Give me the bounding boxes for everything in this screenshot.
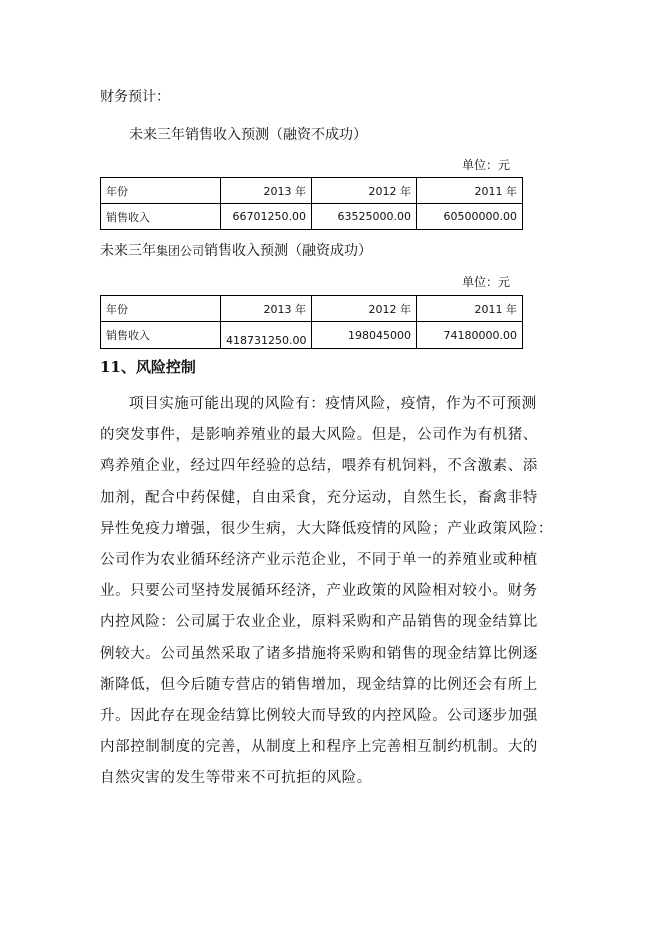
table-cell: 2011 年 [417, 296, 523, 322]
paragraph-line: 项目实施可能出现的风险有：疫情风险，疫情，作为不可预测 [129, 396, 537, 412]
risk-paragraph [100, 389, 560, 794]
paragraph-line: 业。只要公司坚持发展循环经济，产业政策的风险相对较小。财务 [100, 583, 538, 600]
paragraph-line: 例较大。公司虽然采取了诸多措施将采购和销售的现金结算比例逐 [100, 645, 538, 662]
table-cell: 2013 年 [221, 296, 312, 322]
table-row [101, 204, 523, 230]
paragraph-line: 渐降低，但今后随专营店的销售增加，现金结算的比例还会有所上 [100, 676, 538, 693]
table-cell: 销售收入 [101, 322, 221, 349]
table-cell: 60500000.00 [417, 204, 523, 230]
table-cell: 2011 年 [417, 178, 523, 204]
table-row [101, 322, 523, 349]
risk-control-heading: 11、风险控制 [100, 358, 196, 376]
table-cell: 年份 [101, 178, 221, 204]
table2-title-part3: 销售收入预测（融资成功） [204, 243, 373, 259]
table-cell: 销售收入 [101, 204, 221, 230]
paragraph-line: 升。因此存在现金结算比例较大而导致的内控风险。公司逐步加强 [100, 707, 538, 724]
table1-sales-forecast [100, 177, 523, 230]
paragraph-line: 内控风险：公司属于农业企业，原料采购和产品销售的现金结算比 [100, 614, 538, 631]
paragraph-line: 内部控制制度的完善，从制度上和程序上完善相互制约机制。大的 [100, 739, 538, 756]
paragraph-line: 异性免疫力增强，很少生病，大大降低疫情的风险；产业政策风险： [100, 520, 553, 537]
table-cell: 198045000 [312, 322, 417, 349]
table2-unit: 单位：元 [462, 275, 511, 289]
table-cell: 66701250.00 [221, 204, 312, 230]
table-cell: 418731250.00 [221, 322, 312, 349]
paragraph-line: 自然灾害的发生等带来不可抗拒的风险。 [100, 770, 372, 787]
section-label: 财务预计： [100, 89, 170, 105]
table-cell: 2013 年 [221, 178, 312, 204]
table-cell: 2012 年 [312, 178, 417, 204]
table-cell: 2012 年 [312, 296, 417, 322]
paragraph-line: 鸡养殖企业，经过四年经验的总结，喂养有机饲料，不含激素、添 [100, 458, 538, 475]
table-row-header [101, 178, 523, 204]
table-cell: 年份 [101, 296, 221, 322]
table2-title [100, 240, 372, 260]
table1-title: 未来三年销售收入预测（融资不成功） [129, 127, 367, 143]
paragraph-line: 加剂，配合中药保健，自由采食，充分运动，自然生长，畜禽非特 [100, 489, 538, 506]
table1-unit: 单位：元 [462, 158, 511, 172]
paragraph-line: 公司作为农业循环经济产业示范企业，不同于单一的养殖业或种植 [100, 551, 538, 568]
table-cell: 63525000.00 [312, 204, 417, 230]
table2-title-part2: 集团公司 [156, 244, 205, 258]
table2-sales-forecast [100, 295, 523, 349]
paragraph-line: 的突发事件，是影响养殖业的最大风险。但是，公司作为有机猪、 [100, 427, 538, 444]
table-cell: 74180000.00 [417, 322, 523, 349]
table-row-header [101, 296, 523, 322]
table2-title-part1: 未来三年 [100, 243, 156, 259]
